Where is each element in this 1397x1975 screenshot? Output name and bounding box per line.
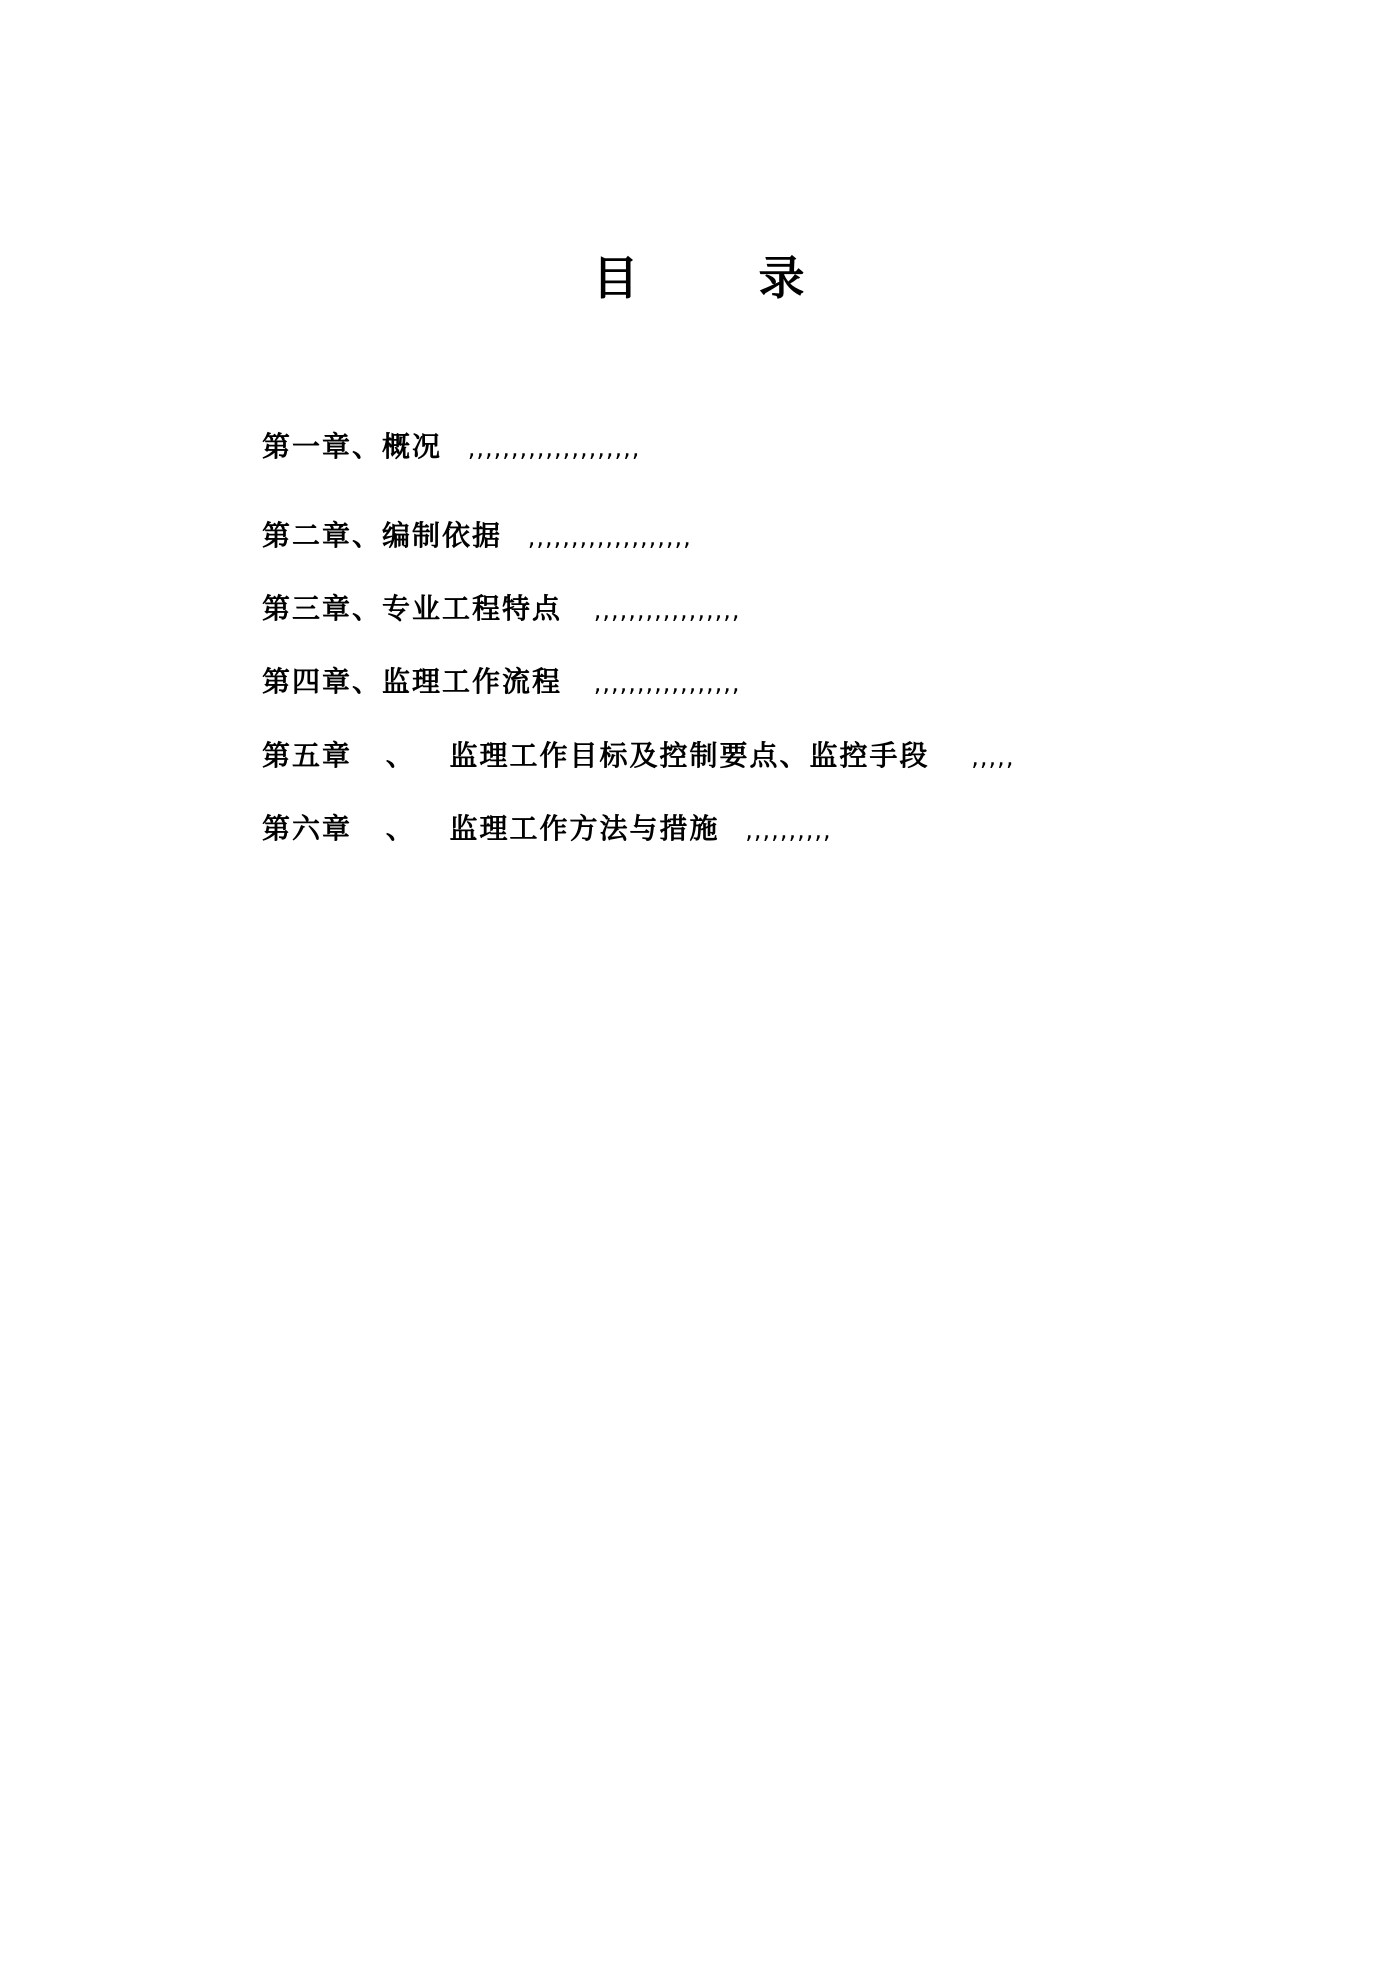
page-title xyxy=(0,251,1397,305)
toc-item-chapter-4[interactable] xyxy=(262,665,741,698)
toc-item-chapter-2[interactable] xyxy=(262,519,692,552)
toc-item-chapter-5[interactable] xyxy=(262,739,1015,772)
toc-item-chapter-3[interactable] xyxy=(262,592,741,625)
toc-item-label-title: 监理工作目标及控制要点、监控手段 xyxy=(449,739,930,772)
toc-item-separator: 、 xyxy=(385,739,416,772)
toc-item-leader: ,,,,,,,,,, xyxy=(745,816,832,844)
toc-item-chapter-6[interactable] xyxy=(262,812,832,845)
title-char-mu: 目 xyxy=(592,251,639,305)
toc-item-leader: ,,,,,,,,,,,,,,,,,,,, xyxy=(467,434,641,462)
toc-item-label-prefix: 第六章 xyxy=(262,812,353,845)
toc-item-label: 第一章、概况 xyxy=(262,430,443,463)
toc-item-label: 第三章、专业工程特点 xyxy=(262,592,563,625)
toc-item-label-prefix: 第五章 xyxy=(262,739,353,772)
toc-item-leader: ,,,,,,,,,,,,,,,,, xyxy=(593,669,741,697)
toc-item-leader: ,,,,, xyxy=(971,743,1015,771)
toc-item-leader: ,,,,,,,,,,,,,,,,, xyxy=(593,596,741,624)
toc-item-leader: ,,,,,,,,,,,,,,,,,,, xyxy=(527,523,692,551)
toc-item-chapter-1[interactable] xyxy=(262,430,641,463)
title-char-lu: 录 xyxy=(758,251,805,305)
toc-item-separator: 、 xyxy=(385,812,416,845)
toc-item-label-title: 监理工作方法与措施 xyxy=(449,812,720,845)
toc-item-label: 第四章、监理工作流程 xyxy=(262,665,563,698)
toc-item-label: 第二章、编制依据 xyxy=(262,519,503,552)
